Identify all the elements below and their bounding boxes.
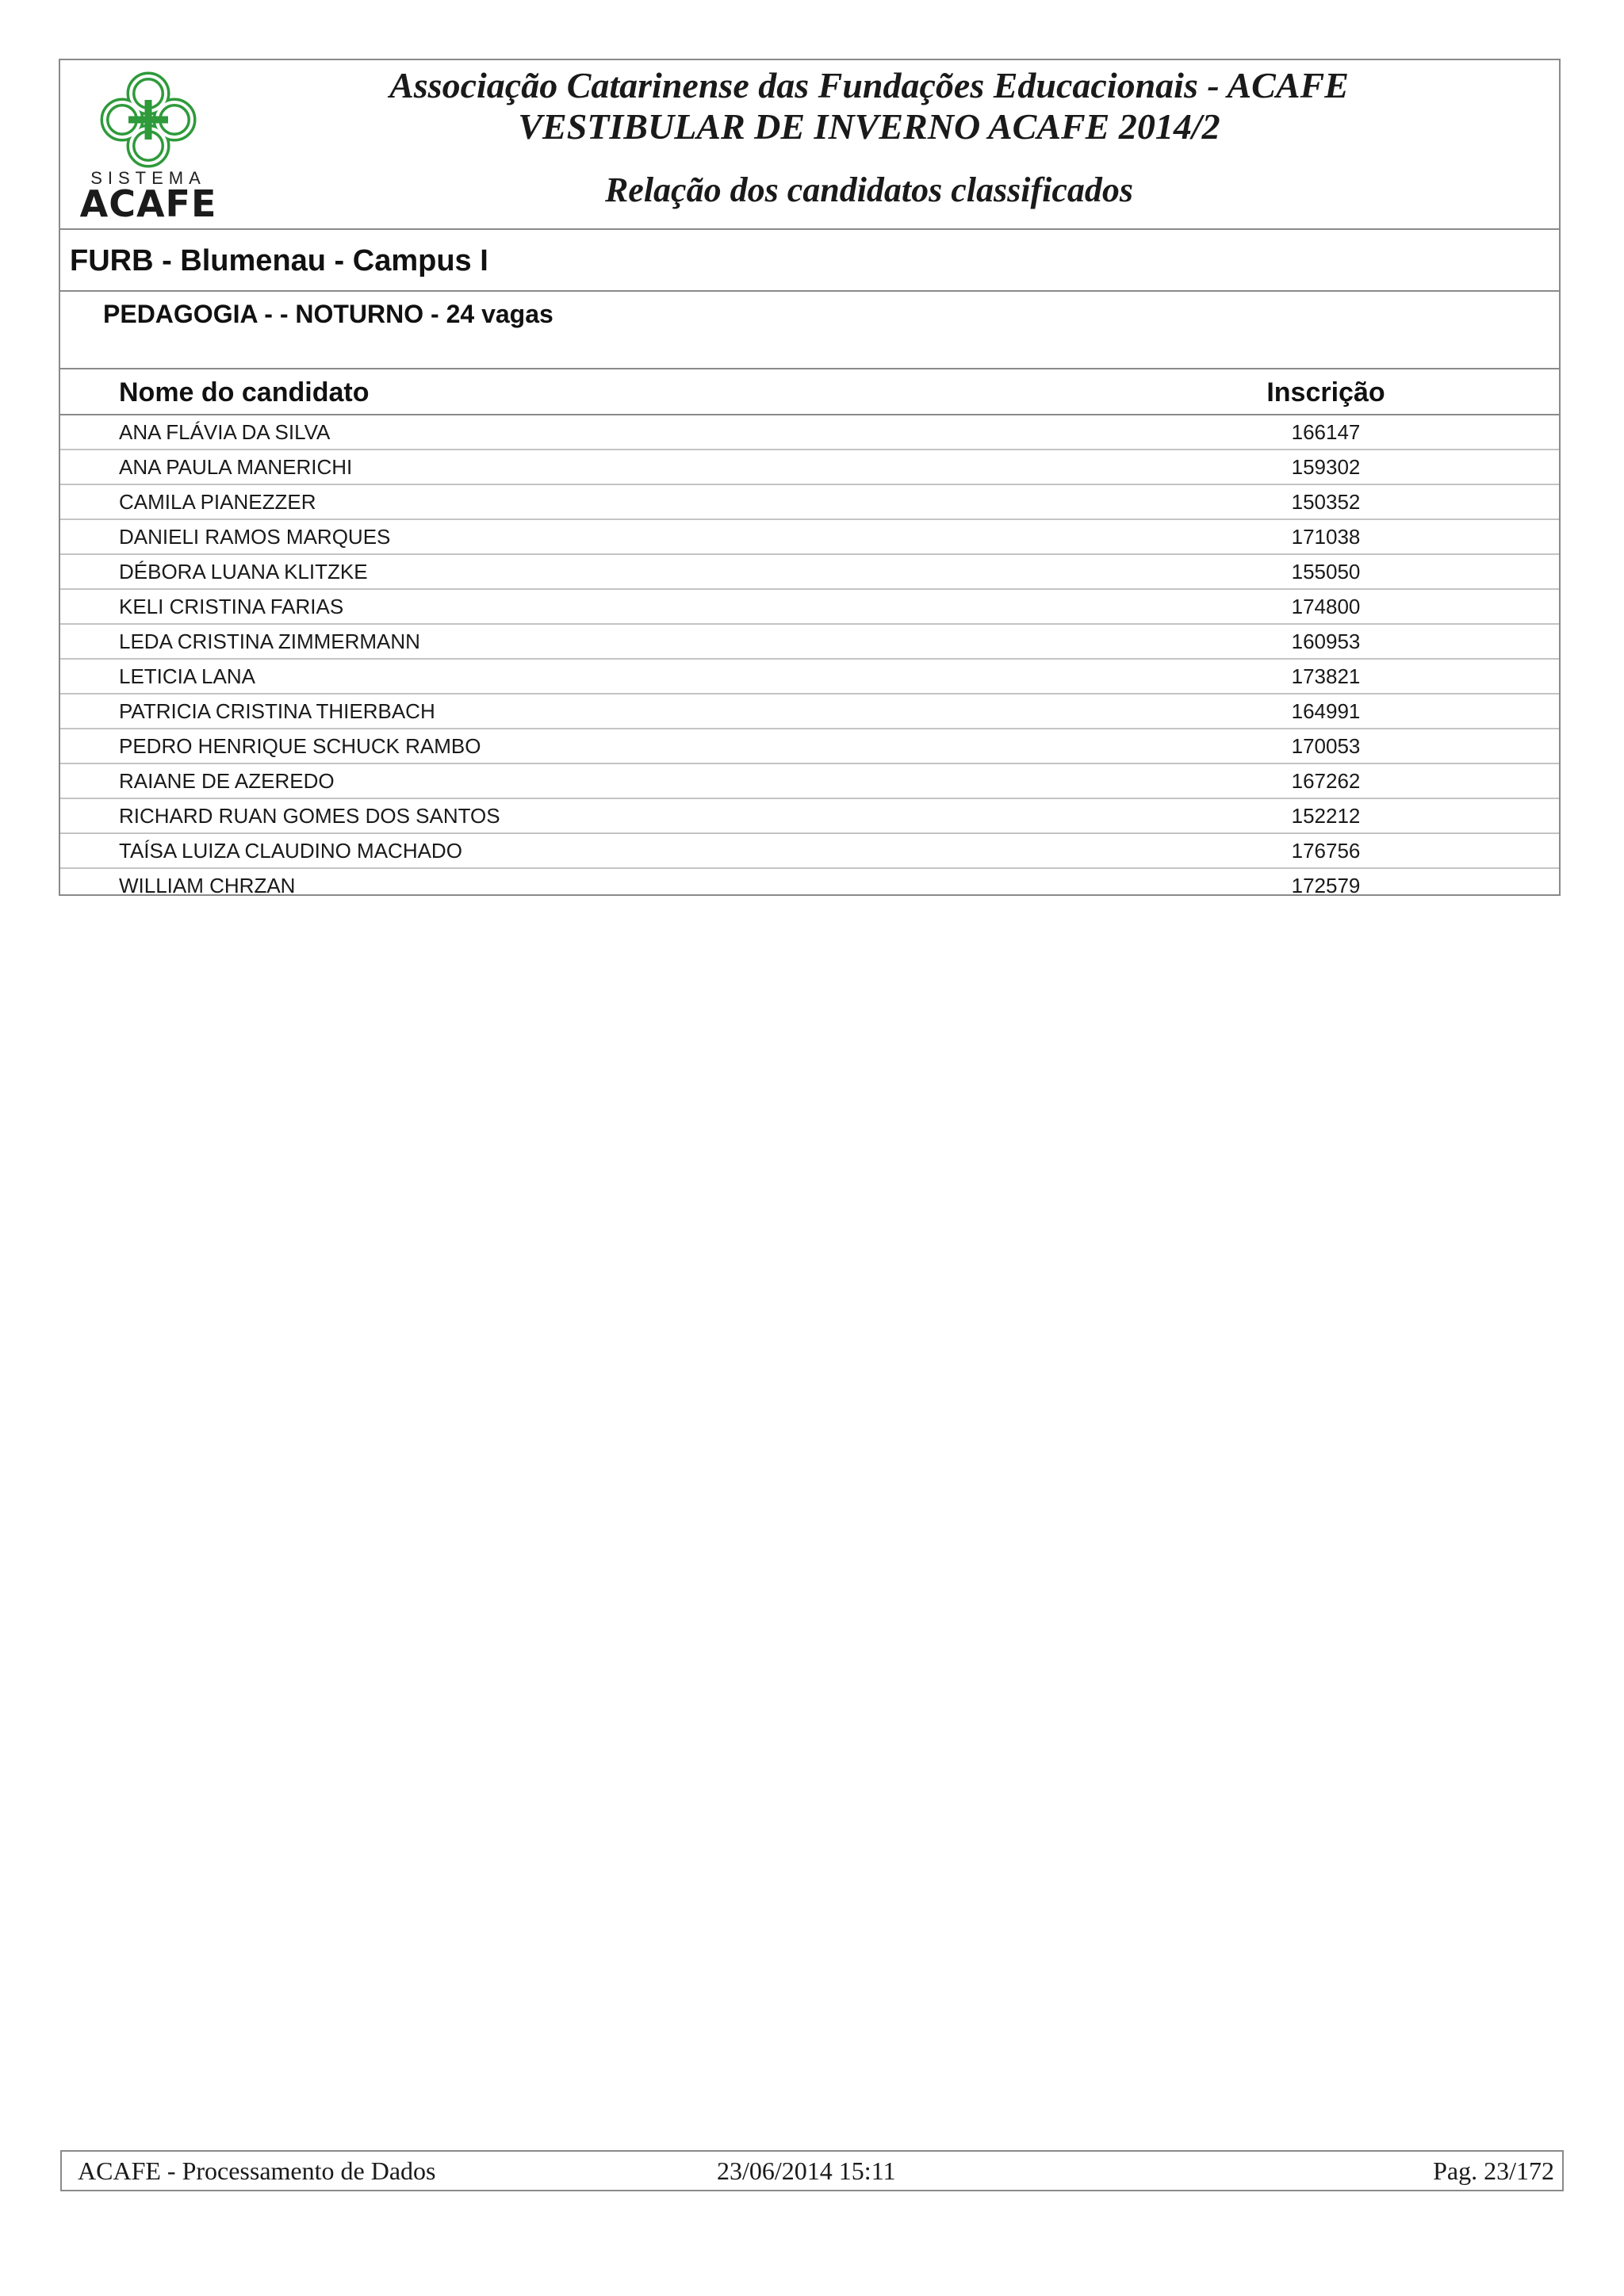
candidate-name: RAIANE DE AZEREDO xyxy=(119,769,335,793)
candidate-inscricao: 150352 xyxy=(1291,490,1361,514)
table-row xyxy=(60,555,1559,590)
table-row xyxy=(60,520,1559,555)
candidate-inscricao: 152212 xyxy=(1291,804,1361,828)
candidate-name: LETICIA LANA xyxy=(119,664,255,688)
column-header-inscricao: Inscrição xyxy=(1266,377,1385,408)
candidate-name: PEDRO HENRIQUE SCHUCK RAMBO xyxy=(119,734,481,758)
table-row xyxy=(60,625,1559,660)
table-row xyxy=(60,695,1559,729)
candidate-inscricao: 176756 xyxy=(1291,839,1361,863)
table-row xyxy=(60,869,1559,902)
candidate-name: TAÍSA LUIZA CLAUDINO MACHADO xyxy=(119,839,462,863)
candidate-inscricao: 172579 xyxy=(1291,874,1361,897)
candidate-name: ANA PAULA MANERICHI xyxy=(119,455,353,479)
column-header-name: Nome do candidato xyxy=(119,377,370,408)
candidate-inscricao: 166147 xyxy=(1291,420,1361,444)
logo-brand-text: ACAFE xyxy=(79,182,217,225)
table-row xyxy=(60,660,1559,695)
exam-title: VESTIBULAR DE INVERNO ACAFE 2014/2 xyxy=(518,106,1220,147)
divider xyxy=(60,290,1559,292)
table-row xyxy=(60,834,1559,869)
campus-heading: FURB - Blumenau - Campus I xyxy=(70,244,488,277)
table-row xyxy=(60,415,1559,450)
candidate-name: RICHARD RUAN GOMES DOS SANTOS xyxy=(119,804,500,828)
candidate-inscricao: 173821 xyxy=(1291,664,1361,688)
candidate-name: DANIELI RAMOS MARQUES xyxy=(119,525,391,549)
table-row xyxy=(60,729,1559,764)
candidate-name: KELI CRISTINA FARIAS xyxy=(119,595,344,618)
document-header xyxy=(60,60,1559,230)
table-row xyxy=(60,764,1559,799)
candidate-inscricao: 159302 xyxy=(1291,455,1361,479)
acafe-knot-icon xyxy=(75,68,222,171)
candidate-name: PATRICIA CRISTINA THIERBACH xyxy=(119,699,435,723)
footer-page-number: Pag. 23/172 xyxy=(1433,2156,1554,2185)
organization-title: Associação Catarinense das Fundações Educacionais - ACAFE xyxy=(389,65,1349,105)
page-footer xyxy=(60,2150,1564,2191)
candidate-inscricao: 167262 xyxy=(1291,769,1361,793)
footer-datetime: 23/06/2014 15:11 xyxy=(717,2156,896,2185)
candidate-name: CAMILA PIANEZZER xyxy=(119,490,316,514)
table-row xyxy=(60,799,1559,834)
candidate-name: ANA FLÁVIA DA SILVA xyxy=(119,420,331,444)
candidate-name: LEDA CRISTINA ZIMMERMANN xyxy=(119,629,420,653)
candidate-inscricao: 155050 xyxy=(1291,560,1361,584)
candidate-inscricao: 164991 xyxy=(1291,699,1361,723)
candidate-inscricao: 174800 xyxy=(1291,595,1361,618)
table-row xyxy=(60,590,1559,625)
logo-sistema-text: SISTEMA xyxy=(90,168,206,188)
candidate-name: WILLIAM CHRZAN xyxy=(119,874,296,897)
candidates-table xyxy=(60,415,1559,902)
document-frame xyxy=(59,59,1561,896)
candidate-name: DÉBORA LUANA KLITZKE xyxy=(119,560,368,584)
table-row xyxy=(60,450,1559,485)
course-heading: PEDAGOGIA - - NOTURNO - 24 vagas xyxy=(103,300,553,328)
report-title: Relação dos candidatos classificados xyxy=(604,170,1134,209)
footer-department: ACAFE - Processamento de Dados xyxy=(78,2156,436,2185)
candidate-inscricao: 171038 xyxy=(1291,525,1361,549)
candidate-inscricao: 160953 xyxy=(1291,629,1361,653)
divider xyxy=(60,368,1559,369)
acafe-logo xyxy=(75,68,222,225)
table-row xyxy=(60,485,1559,520)
candidate-inscricao: 170053 xyxy=(1291,734,1361,758)
